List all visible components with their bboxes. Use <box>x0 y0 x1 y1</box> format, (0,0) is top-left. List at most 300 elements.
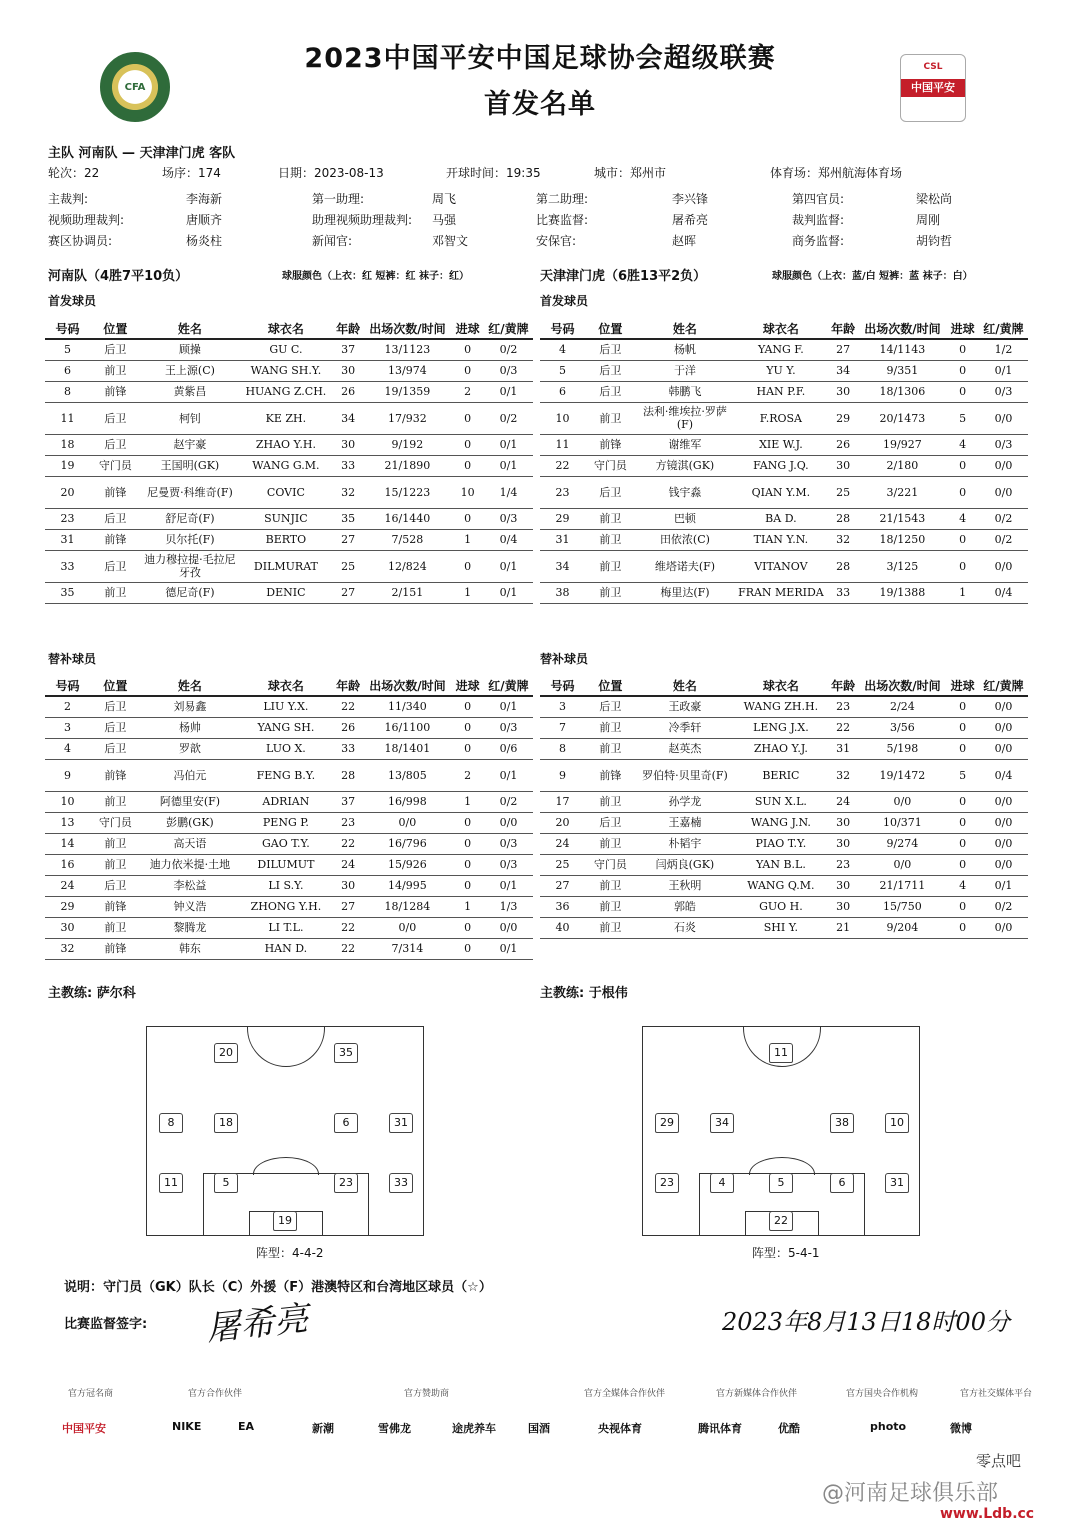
table-row <box>45 917 533 938</box>
home-starters-table <box>45 318 533 604</box>
signature-datetime: 2023年8月13日18时00分 <box>722 1308 1010 1336</box>
table-cell: 0 <box>451 402 484 434</box>
table-cell: BERIC <box>734 759 828 791</box>
table-cell: 维塔诺夫(F) <box>636 550 734 582</box>
table-cell: 22 <box>333 938 364 959</box>
official-name: 李海新 <box>186 192 223 206</box>
match-date: 日期：2023-08-13 <box>278 166 384 180</box>
table-cell: 韩鹏飞 <box>636 381 734 402</box>
player-shirt-icon: 31 <box>389 1113 413 1133</box>
table-cell: 0 <box>946 854 979 875</box>
table-cell: 0 <box>451 360 484 381</box>
sponsor-logo: 国酒 <box>528 1422 550 1435</box>
sponsor-logo: EA <box>238 1420 255 1433</box>
table-cell: 18/1250 <box>858 529 946 550</box>
table-cell: 37 <box>333 791 364 812</box>
teams-line: 主队 河南队 — 天津津门虎 客队 <box>48 146 236 161</box>
column-header: 号码 <box>45 675 90 696</box>
player-shirt-icon: 6 <box>830 1173 854 1193</box>
table-row <box>45 738 533 759</box>
table-cell: 0 <box>946 791 979 812</box>
table-cell: 谢维军 <box>636 434 734 455</box>
table-cell: 0 <box>451 738 484 759</box>
column-header: 年龄 <box>828 675 859 696</box>
table-cell: 9/351 <box>858 360 946 381</box>
sponsor-category-label: 官方全媒体合作伙伴 <box>584 1389 666 1399</box>
table-cell: 15/1223 <box>363 476 451 508</box>
table-cell: 1 <box>946 582 979 603</box>
table-cell: 13/974 <box>363 360 451 381</box>
sponsor-logo: 微博 <box>950 1422 972 1435</box>
table-cell: 30 <box>828 381 859 402</box>
table-cell: 23 <box>828 854 859 875</box>
player-shirt-icon: 10 <box>885 1113 909 1133</box>
table-cell: 21 <box>828 917 859 938</box>
table-cell: 后卫 <box>90 339 141 360</box>
table-cell: 前卫 <box>90 833 141 854</box>
official-name: 赵晖 <box>672 234 697 248</box>
table-cell: 1/2 <box>979 339 1028 360</box>
table-cell: 21/1543 <box>858 508 946 529</box>
table-cell: 0/0 <box>858 854 946 875</box>
table-row <box>540 455 1028 476</box>
table-cell: 后卫 <box>90 550 141 582</box>
table-cell: PIAO T.Y. <box>734 833 828 854</box>
table-cell: 0 <box>946 381 979 402</box>
official-name: 胡钧哲 <box>916 234 953 248</box>
table-cell: ZHAO Y.J. <box>734 738 828 759</box>
table-row <box>540 854 1028 875</box>
table-row <box>540 381 1028 402</box>
player-shirt-icon: 23 <box>655 1173 679 1193</box>
table-cell: 6 <box>45 360 90 381</box>
table-cell: 前锋 <box>90 381 141 402</box>
player-shirt-icon: 22 <box>769 1211 793 1231</box>
table-cell: 前卫 <box>90 360 141 381</box>
table-cell: 舒尼奇(F) <box>141 508 239 529</box>
table-cell: 8 <box>45 381 90 402</box>
table-cell: 0/1 <box>484 938 533 959</box>
table-cell: 高天语 <box>141 833 239 854</box>
table-cell: 4 <box>540 339 585 360</box>
sponsor-logo: photo <box>870 1420 907 1433</box>
table-cell: 0 <box>451 854 484 875</box>
table-cell: PENG P. <box>239 812 333 833</box>
table-cell: LIU Y.X. <box>239 696 333 717</box>
table-cell: 后卫 <box>585 476 636 508</box>
table-cell: 1 <box>451 791 484 812</box>
table-cell: 13/1123 <box>363 339 451 360</box>
table-cell: FRAN MERIDA <box>734 582 828 603</box>
table-cell: BERTO <box>239 529 333 550</box>
table-cell: HUANG Z.CH. <box>239 381 333 402</box>
table-cell: 后卫 <box>90 434 141 455</box>
supervisor-signature: 屠希亮 <box>204 1298 311 1350</box>
table-row <box>540 476 1028 508</box>
table-row <box>540 508 1028 529</box>
watermark-handle: @河南足球俱乐部 <box>822 1481 999 1506</box>
table-cell: 4 <box>45 738 90 759</box>
table-cell: 0/0 <box>979 476 1028 508</box>
center-circle <box>247 989 325 1067</box>
table-cell: 18/1401 <box>363 738 451 759</box>
home-subs-table <box>45 675 533 960</box>
table-cell: 0/1 <box>484 582 533 603</box>
official-role: 新闻官: <box>312 234 353 248</box>
table-row <box>540 550 1028 582</box>
table-cell: 23 <box>333 812 364 833</box>
table-cell: 0/0 <box>484 812 533 833</box>
table-cell: 0/6 <box>484 738 533 759</box>
table-cell: 30 <box>828 896 859 917</box>
table-cell: 33 <box>45 550 90 582</box>
csl-logo: CSL 中国平安 <box>900 54 966 122</box>
table-cell: 王嘉楠 <box>636 812 734 833</box>
table-cell: SUN X.L. <box>734 791 828 812</box>
table-cell: 0/4 <box>484 529 533 550</box>
table-cell: 法利·维埃拉·罗萨(F) <box>636 402 734 434</box>
official-name: 邓智文 <box>432 234 469 248</box>
table-cell: 0/2 <box>484 402 533 434</box>
official-role: 第一助理: <box>312 192 365 206</box>
table-cell: LENG J.X. <box>734 717 828 738</box>
table-cell: 20 <box>540 812 585 833</box>
table-cell: 21/1890 <box>363 455 451 476</box>
table-cell: 2/24 <box>858 696 946 717</box>
player-shirt-icon: 29 <box>655 1113 679 1133</box>
column-header: 位置 <box>585 318 636 339</box>
table-cell: 前锋 <box>585 434 636 455</box>
table-cell: 19/1359 <box>363 381 451 402</box>
table-cell: 31 <box>45 529 90 550</box>
table-cell: 0 <box>451 812 484 833</box>
table-row <box>45 759 533 791</box>
sponsor-category-label: 官方新媒体合作伙伴 <box>716 1389 798 1399</box>
player-shirt-icon: 18 <box>214 1113 238 1133</box>
table-cell: 30 <box>333 360 364 381</box>
sponsor-category-label: 官方合作伙伴 <box>188 1389 243 1399</box>
table-cell: 16/1100 <box>363 717 451 738</box>
official-role: 视频助理裁判: <box>48 213 125 227</box>
home-subs-label: 替补球员 <box>48 652 97 666</box>
table-cell: 5 <box>540 360 585 381</box>
table-cell: 德尼奇(F) <box>141 582 239 603</box>
table-cell: 27 <box>333 582 364 603</box>
table-cell: 0/3 <box>979 381 1028 402</box>
table-cell: 32 <box>828 529 859 550</box>
table-cell: GU C. <box>239 339 333 360</box>
official-name: 梁松尚 <box>916 192 953 206</box>
table-cell: 前卫 <box>90 854 141 875</box>
column-header: 号码 <box>540 318 585 339</box>
table-cell: 5 <box>946 402 979 434</box>
home-team-title: 河南队（4胜7平10负） <box>48 269 189 284</box>
table-cell: 冷季轩 <box>636 717 734 738</box>
table-cell: 14/1143 <box>858 339 946 360</box>
table-cell: 4 <box>946 508 979 529</box>
table-cell: 杨帆 <box>636 339 734 360</box>
away-formation-pitch <box>642 1026 920 1236</box>
table-cell: YANG F. <box>734 339 828 360</box>
table-cell: 赵宇豪 <box>141 434 239 455</box>
table-cell: FANG J.Q. <box>734 455 828 476</box>
table-cell: 9/192 <box>363 434 451 455</box>
table-cell: 前锋 <box>90 759 141 791</box>
player-shirt-icon: 31 <box>885 1173 909 1193</box>
table-cell: WANG ZH.H. <box>734 696 828 717</box>
table-row <box>45 717 533 738</box>
table-cell: 0/2 <box>979 529 1028 550</box>
column-header: 位置 <box>90 675 141 696</box>
official-name: 周飞 <box>432 192 457 206</box>
table-row <box>540 434 1028 455</box>
table-cell: 0/0 <box>363 917 451 938</box>
table-cell: 0 <box>451 833 484 854</box>
table-cell: 0 <box>946 529 979 550</box>
table-cell: 0/1 <box>484 550 533 582</box>
table-cell: 31 <box>828 738 859 759</box>
table-cell: LI S.Y. <box>239 875 333 896</box>
table-cell: 0/2 <box>484 339 533 360</box>
table-cell: 33 <box>828 582 859 603</box>
official-name: 屠希亮 <box>672 213 709 227</box>
table-cell: 前卫 <box>90 917 141 938</box>
table-cell: ZHAO Y.H. <box>239 434 333 455</box>
table-cell: 2 <box>45 696 90 717</box>
table-cell: 40 <box>540 917 585 938</box>
table-cell: 前锋 <box>90 529 141 550</box>
table-cell: HAN P.F. <box>734 381 828 402</box>
table-cell: 7 <box>540 717 585 738</box>
table-cell: VITANOV <box>734 550 828 582</box>
away-subs-table <box>540 675 1028 939</box>
table-cell: 0 <box>946 339 979 360</box>
table-row <box>540 791 1028 812</box>
table-cell: 杨帅 <box>141 717 239 738</box>
table-cell: 25 <box>333 550 364 582</box>
player-shirt-icon: 6 <box>334 1113 358 1133</box>
table-cell: 0/0 <box>979 402 1028 434</box>
official-name: 周刚 <box>916 213 941 227</box>
table-cell: 10 <box>540 402 585 434</box>
table-cell: 0/0 <box>979 812 1028 833</box>
column-header: 年龄 <box>828 318 859 339</box>
table-cell: 0 <box>946 896 979 917</box>
table-row <box>45 402 533 434</box>
table-cell: 守门员 <box>585 854 636 875</box>
column-header: 进球 <box>946 675 979 696</box>
table-cell: 34 <box>540 550 585 582</box>
table-cell: 18/1284 <box>363 896 451 917</box>
table-cell: 0/3 <box>484 717 533 738</box>
table-cell: 13 <box>45 812 90 833</box>
player-shirt-icon: 34 <box>710 1113 734 1133</box>
official-role: 商务监督: <box>792 234 845 248</box>
table-cell: 罗歆 <box>141 738 239 759</box>
table-cell: 0/1 <box>484 759 533 791</box>
table-cell: 迪力穆拉提·毛拉尼牙孜 <box>141 550 239 582</box>
column-header: 红/黄牌 <box>979 318 1028 339</box>
home-kit: 球服颜色（上衣：红 短裤：红 袜子：红） <box>282 271 469 282</box>
table-cell: 2 <box>451 759 484 791</box>
table-cell: 李松益 <box>141 875 239 896</box>
table-row <box>540 360 1028 381</box>
table-cell: 0/4 <box>979 759 1028 791</box>
table-cell: 34 <box>333 402 364 434</box>
table-cell: YAN B.L. <box>734 854 828 875</box>
table-cell: DILUMUT <box>239 854 333 875</box>
kickoff-time: 开球时间：19:35 <box>446 166 541 180</box>
table-cell: 27 <box>540 875 585 896</box>
table-cell: 17 <box>540 791 585 812</box>
table-cell: 32 <box>333 476 364 508</box>
table-cell: 0/2 <box>979 896 1028 917</box>
away-kit: 球服颜色（上衣：蓝/白 短裤：蓝 袜子：白） <box>772 271 973 282</box>
table-cell: SHI Y. <box>734 917 828 938</box>
table-cell: 30 <box>828 875 859 896</box>
table-cell: 26 <box>828 434 859 455</box>
table-cell: 朴韬宇 <box>636 833 734 854</box>
sponsor-logo: 腾讯体育 <box>698 1422 742 1435</box>
table-row <box>45 938 533 959</box>
table-cell: 0 <box>946 360 979 381</box>
player-shirt-icon: 5 <box>769 1173 793 1193</box>
table-row <box>45 381 533 402</box>
table-cell: 2/151 <box>363 582 451 603</box>
table-row <box>540 875 1028 896</box>
table-cell: 0/0 <box>979 738 1028 759</box>
table-cell: 7/314 <box>363 938 451 959</box>
table-row <box>45 696 533 717</box>
column-header: 球衣名 <box>239 318 333 339</box>
page-subtitle: 首发名单 <box>484 89 596 120</box>
table-cell: 0 <box>451 875 484 896</box>
column-header: 红/黄牌 <box>979 675 1028 696</box>
column-header: 球衣名 <box>734 318 828 339</box>
table-row <box>45 896 533 917</box>
table-cell: 贝尔托(F) <box>141 529 239 550</box>
table-cell: 9 <box>45 759 90 791</box>
table-cell: 13/805 <box>363 759 451 791</box>
table-row <box>540 717 1028 738</box>
table-cell: 方镜淇(GK) <box>636 455 734 476</box>
table-cell: 24 <box>333 854 364 875</box>
table-cell: 0 <box>946 550 979 582</box>
sponsor-category-label: 官方国央合作机构 <box>846 1389 919 1399</box>
home-formation: 阵型：4-4-2 <box>256 1246 324 1260</box>
column-header: 号码 <box>540 675 585 696</box>
table-cell: GAO T.Y. <box>239 833 333 854</box>
sponsor-logo: NIKE <box>172 1420 202 1433</box>
table-cell: 0/0 <box>979 550 1028 582</box>
table-cell: 后卫 <box>90 717 141 738</box>
table-cell: 16/998 <box>363 791 451 812</box>
round: 轮次：22 <box>48 166 100 180</box>
table-cell: 5 <box>45 339 90 360</box>
away-coach: 主教练: 于根伟 <box>540 986 628 1001</box>
official-role: 安保官: <box>536 234 577 248</box>
table-cell: 0/0 <box>979 917 1028 938</box>
table-cell: 0 <box>451 508 484 529</box>
column-header: 出场次数/时间 <box>363 318 451 339</box>
table-cell: 0/2 <box>484 791 533 812</box>
table-cell: 前卫 <box>585 738 636 759</box>
cfa-logo: CFA <box>100 52 170 122</box>
column-header: 姓名 <box>636 675 734 696</box>
table-cell: 0 <box>451 938 484 959</box>
table-cell: 0/0 <box>979 791 1028 812</box>
official-name: 马强 <box>432 213 457 227</box>
table-cell: 后卫 <box>585 381 636 402</box>
table-cell: 阿德里安(F) <box>141 791 239 812</box>
table-cell: 后卫 <box>90 696 141 717</box>
column-header: 姓名 <box>636 318 734 339</box>
table-cell: LI T.L. <box>239 917 333 938</box>
player-shirt-icon: 20 <box>214 1043 238 1063</box>
table-cell: 26 <box>333 381 364 402</box>
table-cell: 22 <box>333 917 364 938</box>
table-row <box>45 508 533 529</box>
table-header-row <box>540 675 1028 696</box>
table-cell: 后卫 <box>90 738 141 759</box>
player-shirt-icon: 35 <box>334 1043 358 1063</box>
table-header-row <box>540 318 1028 339</box>
legend-note: 说明：守门员（GK）队长（C）外援（F）港澳特区和台湾地区球员（☆） <box>64 1280 492 1295</box>
table-row <box>540 696 1028 717</box>
table-cell: 顾操 <box>141 339 239 360</box>
table-cell: FENG B.Y. <box>239 759 333 791</box>
table-cell: 后卫 <box>585 360 636 381</box>
official-role: 赛区协调员: <box>48 234 113 248</box>
table-cell: 尼曼贾·科维奇(F) <box>141 476 239 508</box>
table-cell: 守门员 <box>90 812 141 833</box>
table-cell: 1 <box>451 582 484 603</box>
table-cell: WANG J.N. <box>734 812 828 833</box>
table-cell: 5/198 <box>858 738 946 759</box>
table-cell: WANG G.M. <box>239 455 333 476</box>
table-cell: 10 <box>45 791 90 812</box>
table-cell: 24 <box>540 833 585 854</box>
table-cell: 15/750 <box>858 896 946 917</box>
table-cell: 32 <box>45 938 90 959</box>
table-cell: 前卫 <box>585 582 636 603</box>
table-cell: 25 <box>540 854 585 875</box>
player-shirt-icon: 11 <box>769 1043 793 1063</box>
table-cell: 5 <box>946 759 979 791</box>
table-cell: 24 <box>828 791 859 812</box>
table-cell: 24 <box>45 875 90 896</box>
table-cell: 前卫 <box>585 508 636 529</box>
table-cell: 冯伯元 <box>141 759 239 791</box>
table-cell: QIAN Y.M. <box>734 476 828 508</box>
table-cell: 3/221 <box>858 476 946 508</box>
table-cell: 0/3 <box>484 833 533 854</box>
table-cell: 36 <box>540 896 585 917</box>
table-cell: 孙学龙 <box>636 791 734 812</box>
column-header: 位置 <box>585 675 636 696</box>
column-header: 球衣名 <box>239 675 333 696</box>
table-cell: 前卫 <box>585 791 636 812</box>
table-cell: 19 <box>45 455 90 476</box>
table-cell: 19/1472 <box>858 759 946 791</box>
table-row <box>540 339 1028 360</box>
table-cell: 前卫 <box>585 833 636 854</box>
player-shirt-icon: 11 <box>159 1173 183 1193</box>
column-header: 位置 <box>90 318 141 339</box>
away-formation: 阵型：5-4-1 <box>752 1246 820 1260</box>
table-cell: 0 <box>451 339 484 360</box>
table-cell: 巴顿 <box>636 508 734 529</box>
